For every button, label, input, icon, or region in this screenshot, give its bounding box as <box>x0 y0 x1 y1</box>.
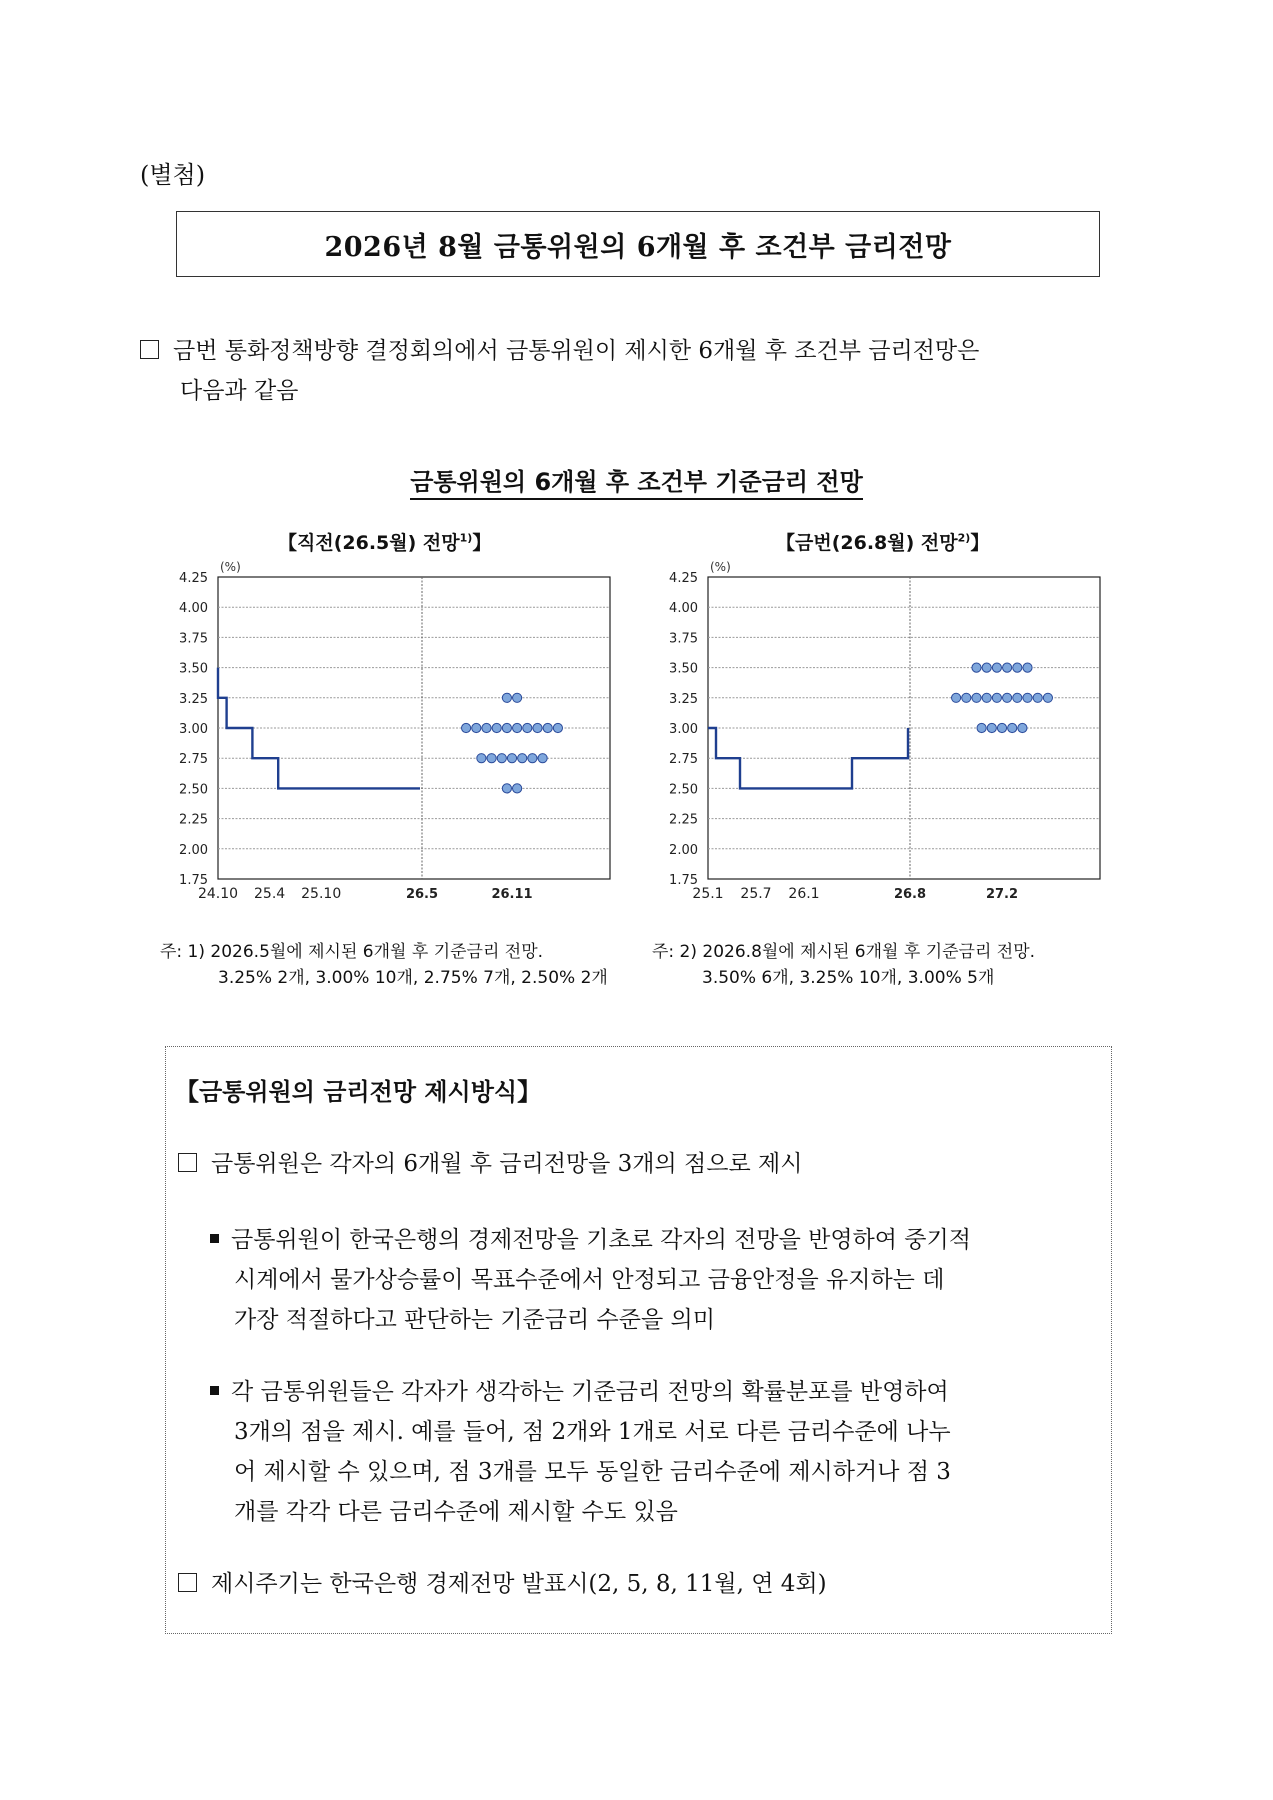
projection-dot <box>1033 693 1042 702</box>
method-bullet-2 <box>210 1372 951 1532</box>
projection-dot <box>472 723 481 732</box>
projection-dot <box>972 663 981 672</box>
method-item-1 <box>178 1144 802 1184</box>
projection-dot <box>513 693 522 702</box>
checkbox-square-icon <box>140 340 159 359</box>
y-tick-label: 3.00 <box>669 722 698 737</box>
y-tick-label: 4.25 <box>669 571 698 586</box>
y-tick-label: 3.25 <box>669 691 698 707</box>
chart-left-note <box>160 939 608 991</box>
unit-label: (%) <box>220 560 241 574</box>
method-bullet-1 <box>210 1220 971 1340</box>
method-title: 【금통위원의 금리전망 제시방식】 <box>175 1078 542 1106</box>
x-tick-label: 26.11 <box>491 887 533 902</box>
chart-right-heading-sup: 2) <box>957 531 971 545</box>
page-title-box <box>176 211 1100 277</box>
projection-dot <box>982 693 991 702</box>
y-tick-label: 4.00 <box>669 601 698 617</box>
projection-dot <box>502 693 511 702</box>
method-bullet-1-line-3: 가장 적절하다고 판단하는 기준금리 수준을 의미 <box>234 1307 715 1333</box>
method-bullet-1-line-2: 시계에서 물가상승률이 목표수준에서 안정되고 금융안정을 유지하는 데 <box>234 1267 945 1293</box>
y-tick-label: 3.75 <box>179 631 208 647</box>
projection-dot <box>952 693 961 702</box>
x-tick-label: 25.4 <box>254 886 286 902</box>
chart-current-projection <box>640 555 1110 930</box>
x-tick-label: 24.10 <box>197 886 239 902</box>
y-tick-label: 4.00 <box>179 601 208 617</box>
y-tick-label: 2.75 <box>669 752 698 768</box>
y-tick-label: 1.75 <box>669 873 698 888</box>
y-tick-label: 2.00 <box>669 842 698 858</box>
square-bullet-icon <box>210 1234 219 1243</box>
projection-dot <box>1018 723 1027 732</box>
projection-dot <box>1003 693 1012 702</box>
projection-dot <box>487 754 496 763</box>
projection-dot <box>462 723 471 732</box>
chart-previous-projection <box>150 555 620 930</box>
x-tick-label: 25.7 <box>740 886 772 902</box>
method-box <box>165 1046 1112 1634</box>
x-tick-label: 25.10 <box>301 886 342 902</box>
projection-dot <box>523 723 532 732</box>
x-tick-label: 26.5 <box>405 887 439 902</box>
page-title: 2026년 8월 금통위원의 6개월 후 조건부 금리전망 <box>324 231 952 263</box>
y-tick-label: 4.25 <box>179 571 208 586</box>
chart-left-heading-close: 】 <box>472 532 492 554</box>
chart-right-heading-text: 【금번(26.8월) 전망 <box>776 532 958 554</box>
method-bullet-2-line-4: 개를 각각 다른 금리수준에 제시할 수도 있음 <box>234 1499 678 1525</box>
method-item-2 <box>178 1564 827 1604</box>
unit-label: (%) <box>710 560 731 574</box>
attachment-label: (별첨) <box>140 161 206 189</box>
x-tick-label: 25.1 <box>692 886 724 902</box>
projection-dot <box>492 723 501 732</box>
projection-dot <box>482 723 491 732</box>
projection-dot <box>987 723 996 732</box>
y-tick-label: 3.00 <box>179 722 208 737</box>
projection-dot <box>553 723 562 732</box>
projection-dot <box>543 723 552 732</box>
y-tick-label: 2.00 <box>179 842 208 858</box>
y-tick-label: 2.25 <box>669 812 698 828</box>
projection-dot <box>502 784 511 793</box>
chart-section-title: 금통위원의 6개월 후 조건부 기준금리 전망 <box>410 468 863 500</box>
method-bullet-2-line-1: 각 금통위원들은 각자가 생각하는 기준금리 전망의 확률분포를 반영하여 <box>231 1379 949 1405</box>
projection-dot <box>507 754 516 763</box>
y-tick-label: 3.50 <box>179 661 208 677</box>
projection-dot <box>992 663 1001 672</box>
projection-dot <box>982 663 991 672</box>
projection-dot <box>528 754 537 763</box>
projection-dot <box>533 723 542 732</box>
y-tick-label: 2.50 <box>179 782 208 798</box>
y-tick-label: 2.75 <box>179 752 208 768</box>
chart-right-note-line-2: 3.50% 6개, 3.25% 10개, 3.00% 5개 <box>702 968 995 988</box>
checkbox-square-icon <box>178 1153 197 1172</box>
projection-dot <box>972 693 981 702</box>
intro-line-1: 금번 통화정책방향 결정회의에서 금통위원이 제시한 6개월 후 조건부 금리전망은 <box>173 338 980 364</box>
projection-dot <box>513 784 522 793</box>
projection-dot <box>962 693 971 702</box>
chart-left-heading-sup: 1) <box>459 531 473 545</box>
method-bullet-2-line-2: 3개의 점을 제시. 예를 들어, 점 2개와 1개로 서로 다른 금리수준에 나누 <box>234 1419 951 1445</box>
y-tick-label: 1.75 <box>179 873 208 888</box>
chart-right-note-line-1: 주: 2) 2026.8월에 제시된 6개월 후 기준금리 전망. <box>652 942 1036 962</box>
projection-dot <box>977 723 986 732</box>
projection-dot <box>502 723 511 732</box>
checkbox-square-icon <box>178 1573 197 1592</box>
square-bullet-icon <box>210 1386 219 1395</box>
projection-dot <box>1023 663 1032 672</box>
chart-right-heading <box>776 528 989 555</box>
y-tick-label: 3.25 <box>179 691 208 707</box>
y-tick-label: 3.50 <box>669 661 698 677</box>
y-tick-label: 2.50 <box>669 782 698 798</box>
method-item-1-text: 금통위원은 각자의 6개월 후 금리전망을 3개의 점으로 제시 <box>211 1151 803 1177</box>
intro-line-2: 다음과 같음 <box>180 378 299 404</box>
chart-left-heading-text: 【직전(26.5월) 전망 <box>278 532 460 554</box>
x-tick-label: 26.1 <box>788 886 820 902</box>
y-tick-label: 2.25 <box>179 812 208 828</box>
projection-dot <box>513 723 522 732</box>
projection-dot <box>1013 693 1022 702</box>
chart-left-heading <box>278 528 491 555</box>
projection-dot <box>1008 723 1017 732</box>
projection-dot <box>1013 663 1022 672</box>
projection-dot <box>1003 663 1012 672</box>
projection-dot <box>497 754 506 763</box>
projection-dot <box>477 754 486 763</box>
chart-right-heading-close: 】 <box>970 532 990 554</box>
intro-paragraph <box>140 331 1140 411</box>
method-bullet-1-line-1: 금통위원이 한국은행의 경제전망을 기초로 각자의 전망을 반영하여 중기적 <box>231 1227 971 1253</box>
chart-section-title-wrap <box>0 462 1273 497</box>
chart-left-note-line-2: 3.25% 2개, 3.00% 10개, 2.75% 7개, 2.50% 2개 <box>218 968 608 988</box>
x-tick-label: 27.2 <box>985 887 1019 902</box>
projection-dot <box>518 754 527 763</box>
y-tick-label: 3.75 <box>669 631 698 647</box>
projection-dot <box>1023 693 1032 702</box>
method-bullet-2-line-3: 어 제시할 수 있으며, 점 3개를 모두 동일한 금리수준에 제시하거나 점 3 <box>234 1459 951 1485</box>
projection-dot <box>538 754 547 763</box>
projection-dot <box>997 723 1006 732</box>
method-item-2-text: 제시주기는 한국은행 경제전망 발표시(2, 5, 8, 11월, 연 4회) <box>211 1571 827 1597</box>
chart-right-note <box>652 939 1035 991</box>
projection-dot <box>1043 693 1052 702</box>
x-tick-label: 26.8 <box>893 887 927 902</box>
projection-dot <box>992 693 1001 702</box>
chart-left-note-line-1: 주: 1) 2026.5월에 제시된 6개월 후 기준금리 전망. <box>160 942 544 962</box>
